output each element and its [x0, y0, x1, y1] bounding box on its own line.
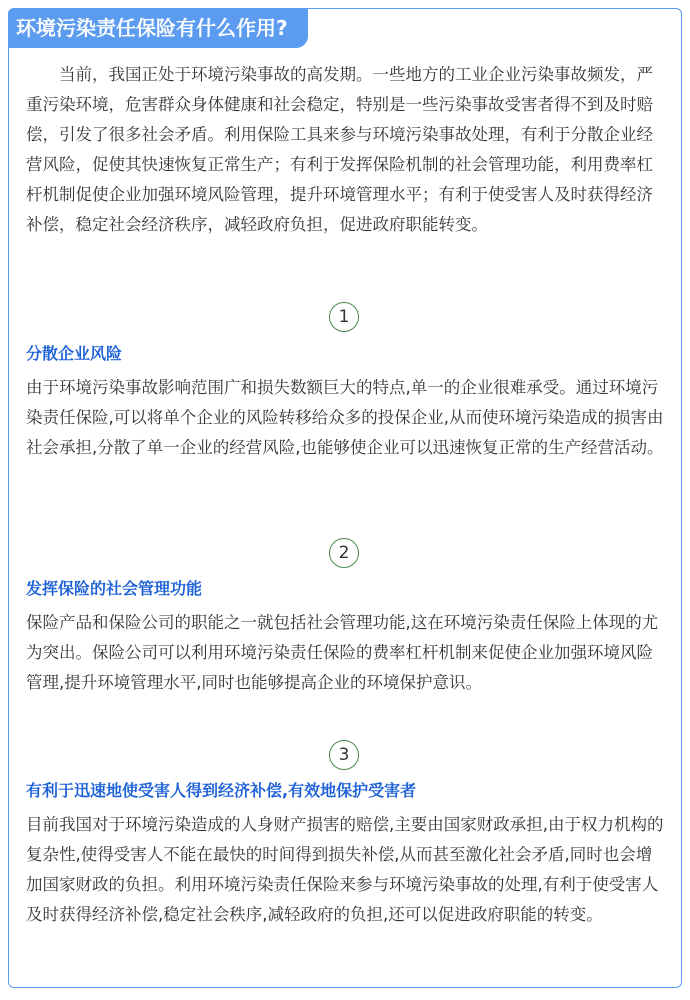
section-number-2: 2: [329, 538, 359, 568]
section-body-3: 目前我国对于环境污染造成的人身财产损害的赔偿,主要由国家财政承担,由于权力机构的复杂性,使得受害人不能在最快的时间得到损失补偿,从而甚至激化社会矛盾,同时也会增加国家财政的负担。利用环境污染责任保险来参与环境污染事故的处理,有利于使受害人及时获得经济补偿,稳定社会秩序,减轻政府的负担,还可以促进政府职能的转变。: [26, 815, 664, 924]
section-body-2: 保险产品和保险公司的职能之一就包括社会管理功能,这在环境污染责任保险上体现的尤为突出。保险公司可以利用环境污染责任保险的费率杠杆机制来促使企业加强环境风险管理,提升环境管理水平,同时也能够提高企业的环境保护意识。: [26, 613, 659, 692]
intro-paragraph: 当前，我国正处于环境污染事故的高发期。一些地方的工业企业污染事故频发，严重污染环境，危害群众身体健康和社会稳定，特别是一些污染事故受害者得不到及时赔偿，引发了很多社会矛盾。利用保险工具来参与环境污染事故处理，有利于分散企业经营风险，促使其快速恢复正常生产；有利于发挥保险机制的社会管理功能，利用费率杠杆机制促使企业加强环境风险管理，提升环境管理水平；有利于使受害人及时获得经济补偿，稳定社会经济秩序，减轻政府负担，促进政府职能转变。: [26, 65, 653, 234]
section-body-1: 由于环境污染事故影响范围广和损失数额巨大的特点,单一的企业很难承受。通过环境污染责任保险,可以将单个企业的风险转移给众多的投保企业,从而使环境污染造成的损害由社会承担,分散了单一企业的经营风险,也能够使企业可以迅速恢复正常的生产经营活动。: [26, 378, 664, 457]
section-heading-2: 发挥保险的社会管理功能: [26, 579, 203, 598]
page-title: 环境污染责任保险有什么作用?: [8, 8, 308, 48]
section-heading-3: 有利于迅速地使受害人得到经济补偿,有效地保护受害者: [26, 781, 417, 800]
section-number-3: 3: [329, 740, 359, 770]
section-heading-1: 分散企业风险: [26, 344, 123, 363]
section-number-1: 1: [329, 302, 359, 332]
